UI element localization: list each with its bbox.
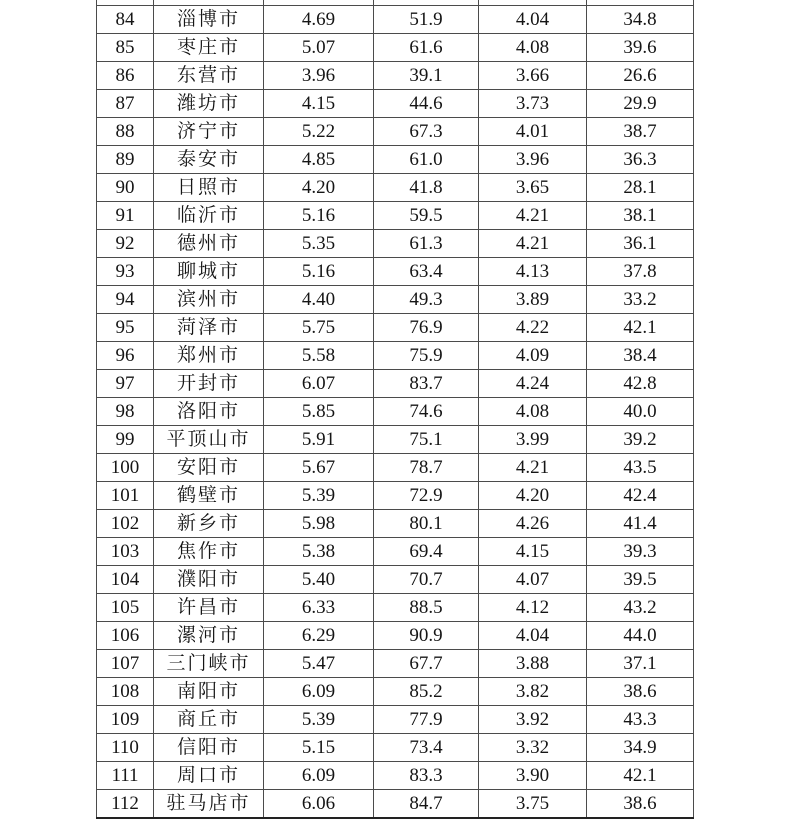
row-index-cell: 107 — [97, 650, 154, 678]
value-cell-1: 5.75 — [264, 314, 374, 342]
row-index-cell: 109 — [97, 706, 154, 734]
value-cell-2: 75.9 — [374, 342, 479, 370]
value-cell-3: 4.22 — [479, 314, 587, 342]
city-name-cell: 周口市 — [154, 762, 264, 790]
value-cell-4: 39.2 — [587, 426, 694, 454]
value-cell-2: 83.3 — [374, 762, 479, 790]
value-cell-2: 77.9 — [374, 706, 479, 734]
value-cell-4: 43.5 — [587, 454, 694, 482]
table-row — [97, 258, 694, 286]
table-container — [96, 0, 693, 819]
row-index-cell: 102 — [97, 510, 154, 538]
value-cell-1: 5.85 — [264, 398, 374, 426]
value-cell-3: 3.75 — [479, 790, 587, 819]
city-name-cell: 临沂市 — [154, 202, 264, 230]
city-name-cell: 洛阳市 — [154, 398, 264, 426]
value-cell-3: 4.12 — [479, 594, 587, 622]
city-name-cell: 驻马店市 — [154, 790, 264, 819]
value-cell-1: 6.29 — [264, 622, 374, 650]
city-name-cell: 郑州市 — [154, 342, 264, 370]
city-name-cell: 新乡市 — [154, 510, 264, 538]
row-index-cell: 110 — [97, 734, 154, 762]
value-cell-3: 3.73 — [479, 90, 587, 118]
value-cell-4: 38.4 — [587, 342, 694, 370]
table-row — [97, 118, 694, 146]
row-index-cell: 104 — [97, 566, 154, 594]
table-row — [97, 454, 694, 482]
value-cell-3: 4.26 — [479, 510, 587, 538]
value-cell-3: 3.99 — [479, 426, 587, 454]
table-row — [97, 650, 694, 678]
value-cell-1: 5.16 — [264, 202, 374, 230]
value-cell-4: 39.6 — [587, 34, 694, 62]
city-name-cell: 淄博市 — [154, 6, 264, 34]
value-cell-3: 3.32 — [479, 734, 587, 762]
value-cell-3: 3.92 — [479, 706, 587, 734]
city-name-cell: 漯河市 — [154, 622, 264, 650]
row-index-cell: 105 — [97, 594, 154, 622]
value-cell-1: 6.06 — [264, 790, 374, 819]
value-cell-3: 4.09 — [479, 342, 587, 370]
value-cell-2: 41.8 — [374, 174, 479, 202]
row-index-cell: 86 — [97, 62, 154, 90]
value-cell-3: 3.88 — [479, 650, 587, 678]
table-row — [97, 510, 694, 538]
table-row — [97, 594, 694, 622]
value-cell-3: 3.66 — [479, 62, 587, 90]
row-index-cell: 97 — [97, 370, 154, 398]
city-name-cell: 滨州市 — [154, 286, 264, 314]
value-cell-4: 26.6 — [587, 62, 694, 90]
value-cell-1: 5.35 — [264, 230, 374, 258]
city-name-cell: 信阳市 — [154, 734, 264, 762]
table-row — [97, 34, 694, 62]
city-name-cell: 商丘市 — [154, 706, 264, 734]
table-row — [97, 622, 694, 650]
value-cell-3: 3.82 — [479, 678, 587, 706]
value-cell-3: 4.04 — [479, 622, 587, 650]
value-cell-3: 4.21 — [479, 202, 587, 230]
value-cell-4: 39.3 — [587, 538, 694, 566]
value-cell-4: 38.1 — [587, 202, 694, 230]
value-cell-4: 42.8 — [587, 370, 694, 398]
city-name-cell: 许昌市 — [154, 594, 264, 622]
value-cell-3: 4.01 — [479, 118, 587, 146]
value-cell-2: 61.6 — [374, 34, 479, 62]
value-cell-1: 4.15 — [264, 90, 374, 118]
value-cell-1: 4.69 — [264, 6, 374, 34]
value-cell-4: 29.9 — [587, 90, 694, 118]
value-cell-2: 80.1 — [374, 510, 479, 538]
table-row — [97, 370, 694, 398]
value-cell-4: 38.6 — [587, 790, 694, 819]
value-cell-3: 4.24 — [479, 370, 587, 398]
table-row — [97, 146, 694, 174]
table-row — [97, 202, 694, 230]
value-cell-3: 4.21 — [479, 230, 587, 258]
table-row — [97, 538, 694, 566]
value-cell-4: 28.1 — [587, 174, 694, 202]
city-name-cell: 东营市 — [154, 62, 264, 90]
value-cell-1: 5.39 — [264, 482, 374, 510]
city-name-cell: 泰安市 — [154, 146, 264, 174]
row-index-cell: 93 — [97, 258, 154, 286]
value-cell-1: 6.07 — [264, 370, 374, 398]
value-cell-3: 3.65 — [479, 174, 587, 202]
city-name-cell: 濮阳市 — [154, 566, 264, 594]
value-cell-2: 61.3 — [374, 230, 479, 258]
row-index-cell: 87 — [97, 90, 154, 118]
row-index-cell: 96 — [97, 342, 154, 370]
table-row — [97, 734, 694, 762]
value-cell-1: 5.98 — [264, 510, 374, 538]
value-cell-4: 37.1 — [587, 650, 694, 678]
table-row — [97, 6, 694, 34]
city-name-cell: 开封市 — [154, 370, 264, 398]
value-cell-2: 75.1 — [374, 426, 479, 454]
value-cell-4: 40.0 — [587, 398, 694, 426]
value-cell-1: 6.09 — [264, 762, 374, 790]
value-cell-1: 5.67 — [264, 454, 374, 482]
value-cell-3: 3.90 — [479, 762, 587, 790]
table-row — [97, 482, 694, 510]
value-cell-1: 5.38 — [264, 538, 374, 566]
city-name-cell: 三门峡市 — [154, 650, 264, 678]
row-index-cell: 95 — [97, 314, 154, 342]
value-cell-2: 88.5 — [374, 594, 479, 622]
city-name-cell: 平顶山市 — [154, 426, 264, 454]
value-cell-4: 43.3 — [587, 706, 694, 734]
value-cell-4: 42.1 — [587, 314, 694, 342]
table-row — [97, 762, 694, 790]
value-cell-2: 70.7 — [374, 566, 479, 594]
value-cell-4: 39.5 — [587, 566, 694, 594]
value-cell-2: 85.2 — [374, 678, 479, 706]
value-cell-4: 41.4 — [587, 510, 694, 538]
value-cell-4: 33.2 — [587, 286, 694, 314]
value-cell-2: 90.9 — [374, 622, 479, 650]
value-cell-2: 63.4 — [374, 258, 479, 286]
table-row — [97, 706, 694, 734]
value-cell-4: 43.2 — [587, 594, 694, 622]
row-index-cell: 112 — [97, 790, 154, 819]
value-cell-1: 4.40 — [264, 286, 374, 314]
table-row — [97, 286, 694, 314]
value-cell-3: 4.21 — [479, 454, 587, 482]
table-row — [97, 790, 694, 819]
city-statistics-table — [96, 0, 694, 819]
value-cell-1: 5.58 — [264, 342, 374, 370]
row-index-cell: 106 — [97, 622, 154, 650]
value-cell-1: 5.22 — [264, 118, 374, 146]
value-cell-3: 3.89 — [479, 286, 587, 314]
value-cell-1: 5.15 — [264, 734, 374, 762]
table-row — [97, 230, 694, 258]
value-cell-2: 67.7 — [374, 650, 479, 678]
city-name-cell: 德州市 — [154, 230, 264, 258]
value-cell-2: 73.4 — [374, 734, 479, 762]
row-index-cell: 111 — [97, 762, 154, 790]
table-row — [97, 426, 694, 454]
row-index-cell: 89 — [97, 146, 154, 174]
row-index-cell: 94 — [97, 286, 154, 314]
row-index-cell: 98 — [97, 398, 154, 426]
city-name-cell: 安阳市 — [154, 454, 264, 482]
value-cell-1: 6.09 — [264, 678, 374, 706]
value-cell-4: 36.1 — [587, 230, 694, 258]
table-row — [97, 398, 694, 426]
row-index-cell: 84 — [97, 6, 154, 34]
table-body — [97, 0, 694, 818]
value-cell-4: 34.9 — [587, 734, 694, 762]
value-cell-3: 4.04 — [479, 6, 587, 34]
value-cell-1: 5.91 — [264, 426, 374, 454]
value-cell-2: 61.0 — [374, 146, 479, 174]
row-index-cell: 101 — [97, 482, 154, 510]
value-cell-2: 39.1 — [374, 62, 479, 90]
value-cell-1: 5.16 — [264, 258, 374, 286]
value-cell-1: 5.39 — [264, 706, 374, 734]
value-cell-1: 4.85 — [264, 146, 374, 174]
city-name-cell: 日照市 — [154, 174, 264, 202]
value-cell-4: 38.7 — [587, 118, 694, 146]
value-cell-4: 37.8 — [587, 258, 694, 286]
value-cell-2: 84.7 — [374, 790, 479, 819]
city-name-cell: 济宁市 — [154, 118, 264, 146]
value-cell-2: 67.3 — [374, 118, 479, 146]
city-name-cell: 潍坊市 — [154, 90, 264, 118]
value-cell-1: 5.40 — [264, 566, 374, 594]
value-cell-3: 3.96 — [479, 146, 587, 174]
table-row — [97, 342, 694, 370]
table-row — [97, 90, 694, 118]
value-cell-1: 6.33 — [264, 594, 374, 622]
value-cell-3: 4.07 — [479, 566, 587, 594]
value-cell-4: 42.1 — [587, 762, 694, 790]
value-cell-1: 5.47 — [264, 650, 374, 678]
city-name-cell: 焦作市 — [154, 538, 264, 566]
row-index-cell: 92 — [97, 230, 154, 258]
value-cell-2: 51.9 — [374, 6, 479, 34]
value-cell-3: 4.08 — [479, 34, 587, 62]
row-index-cell: 100 — [97, 454, 154, 482]
value-cell-2: 76.9 — [374, 314, 479, 342]
value-cell-2: 78.7 — [374, 454, 479, 482]
value-cell-1: 3.96 — [264, 62, 374, 90]
row-index-cell: 99 — [97, 426, 154, 454]
city-name-cell: 聊城市 — [154, 258, 264, 286]
city-name-cell: 枣庄市 — [154, 34, 264, 62]
value-cell-1: 4.20 — [264, 174, 374, 202]
row-index-cell: 85 — [97, 34, 154, 62]
row-index-cell: 108 — [97, 678, 154, 706]
table-row — [97, 566, 694, 594]
value-cell-2: 44.6 — [374, 90, 479, 118]
value-cell-3: 4.13 — [479, 258, 587, 286]
city-name-cell: 鹤壁市 — [154, 482, 264, 510]
value-cell-4: 38.6 — [587, 678, 694, 706]
value-cell-4: 44.0 — [587, 622, 694, 650]
value-cell-4: 34.8 — [587, 6, 694, 34]
table-row — [97, 62, 694, 90]
city-name-cell: 菏泽市 — [154, 314, 264, 342]
row-index-cell: 90 — [97, 174, 154, 202]
value-cell-2: 72.9 — [374, 482, 479, 510]
row-index-cell: 88 — [97, 118, 154, 146]
value-cell-3: 4.15 — [479, 538, 587, 566]
table-row — [97, 314, 694, 342]
city-name-cell: 南阳市 — [154, 678, 264, 706]
value-cell-3: 4.08 — [479, 398, 587, 426]
value-cell-2: 74.6 — [374, 398, 479, 426]
table-row — [97, 678, 694, 706]
value-cell-2: 69.4 — [374, 538, 479, 566]
value-cell-2: 59.5 — [374, 202, 479, 230]
table-row — [97, 174, 694, 202]
value-cell-4: 36.3 — [587, 146, 694, 174]
value-cell-2: 83.7 — [374, 370, 479, 398]
value-cell-4: 42.4 — [587, 482, 694, 510]
value-cell-3: 4.20 — [479, 482, 587, 510]
row-index-cell: 91 — [97, 202, 154, 230]
row-index-cell: 103 — [97, 538, 154, 566]
value-cell-1: 5.07 — [264, 34, 374, 62]
value-cell-2: 49.3 — [374, 286, 479, 314]
